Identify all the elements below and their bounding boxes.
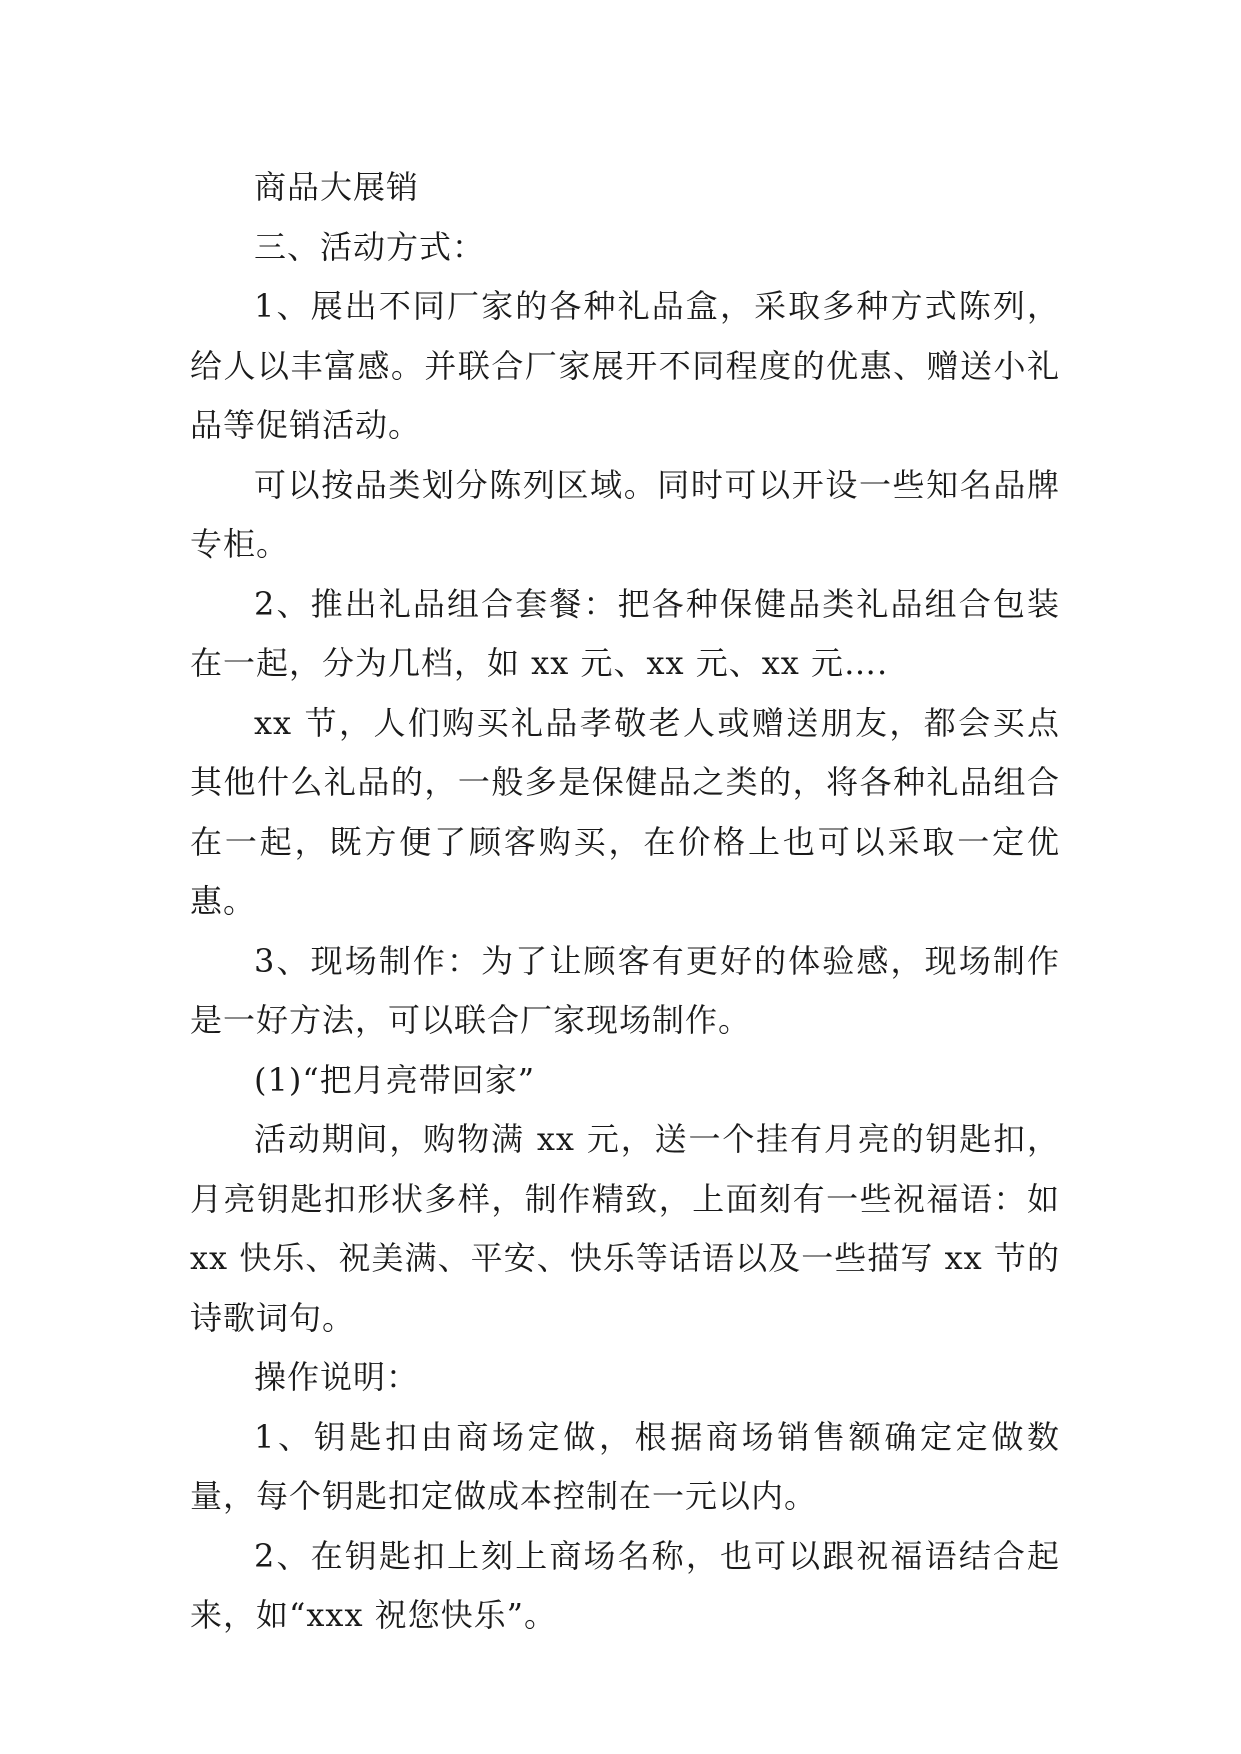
paragraph-3: 1、展出不同厂家的各种礼品盒，采取多种方式陈列，给人以丰富感。并联合厂家展开不同程度的优惠、赠送小礼品等促销活动。 [190, 287, 1060, 444]
paragraph-5: 2、推出礼品组合套餐：把各种保健品类礼品组合包装在一起，分为几档，如 xx 元、xx 元、xx 元…. [190, 584, 1060, 682]
paragraph-2: 三、活动方式： [254, 227, 486, 266]
paragraph-9: 活动期间，购物满 xx 元，送一个挂有月亮的钥匙扣，月亮钥匙扣形状多样，制作精致，上面刻有一些祝福语：如 xx 快乐、祝美满、平安、快乐等话语以及一些描写 xx 节的诗歌词句。 [190, 1120, 1060, 1337]
paragraph-10: 操作说明： [254, 1358, 420, 1396]
paragraph-4: 可以按品类划分陈列区域。同时可以开设一些知名品牌专柜。 [190, 465, 1060, 563]
paragraph-6: xx 节，人们购买礼品孝敬老人或赠送朋友，都会买点其他什么礼品的，一般多是保健品之类的，将各种礼品组合在一起，既方便了顾客购买，在价格上也可以采取一定优惠。 [190, 703, 1060, 920]
paragraph-8: (1)“把月亮带回家” [254, 1060, 536, 1099]
paragraph-12: 2、在钥匙扣上刻上商场名称，也可以跟祝福语结合起来，如“xxx 祝您快乐”。 [190, 1536, 1060, 1634]
document-body [190, 158, 1060, 1646]
paragraph-11: 1、钥匙扣由商场定做，根据商场销售额确定定做数量，每个钥匙扣定做成本控制在一元以内。 [190, 1417, 1060, 1515]
paragraph-1: 商品大展销 [254, 168, 420, 206]
paragraph-7: 3、现场制作：为了让顾客有更好的体验感，现场制作是一好方法，可以联合厂家现场制作。 [190, 941, 1060, 1039]
